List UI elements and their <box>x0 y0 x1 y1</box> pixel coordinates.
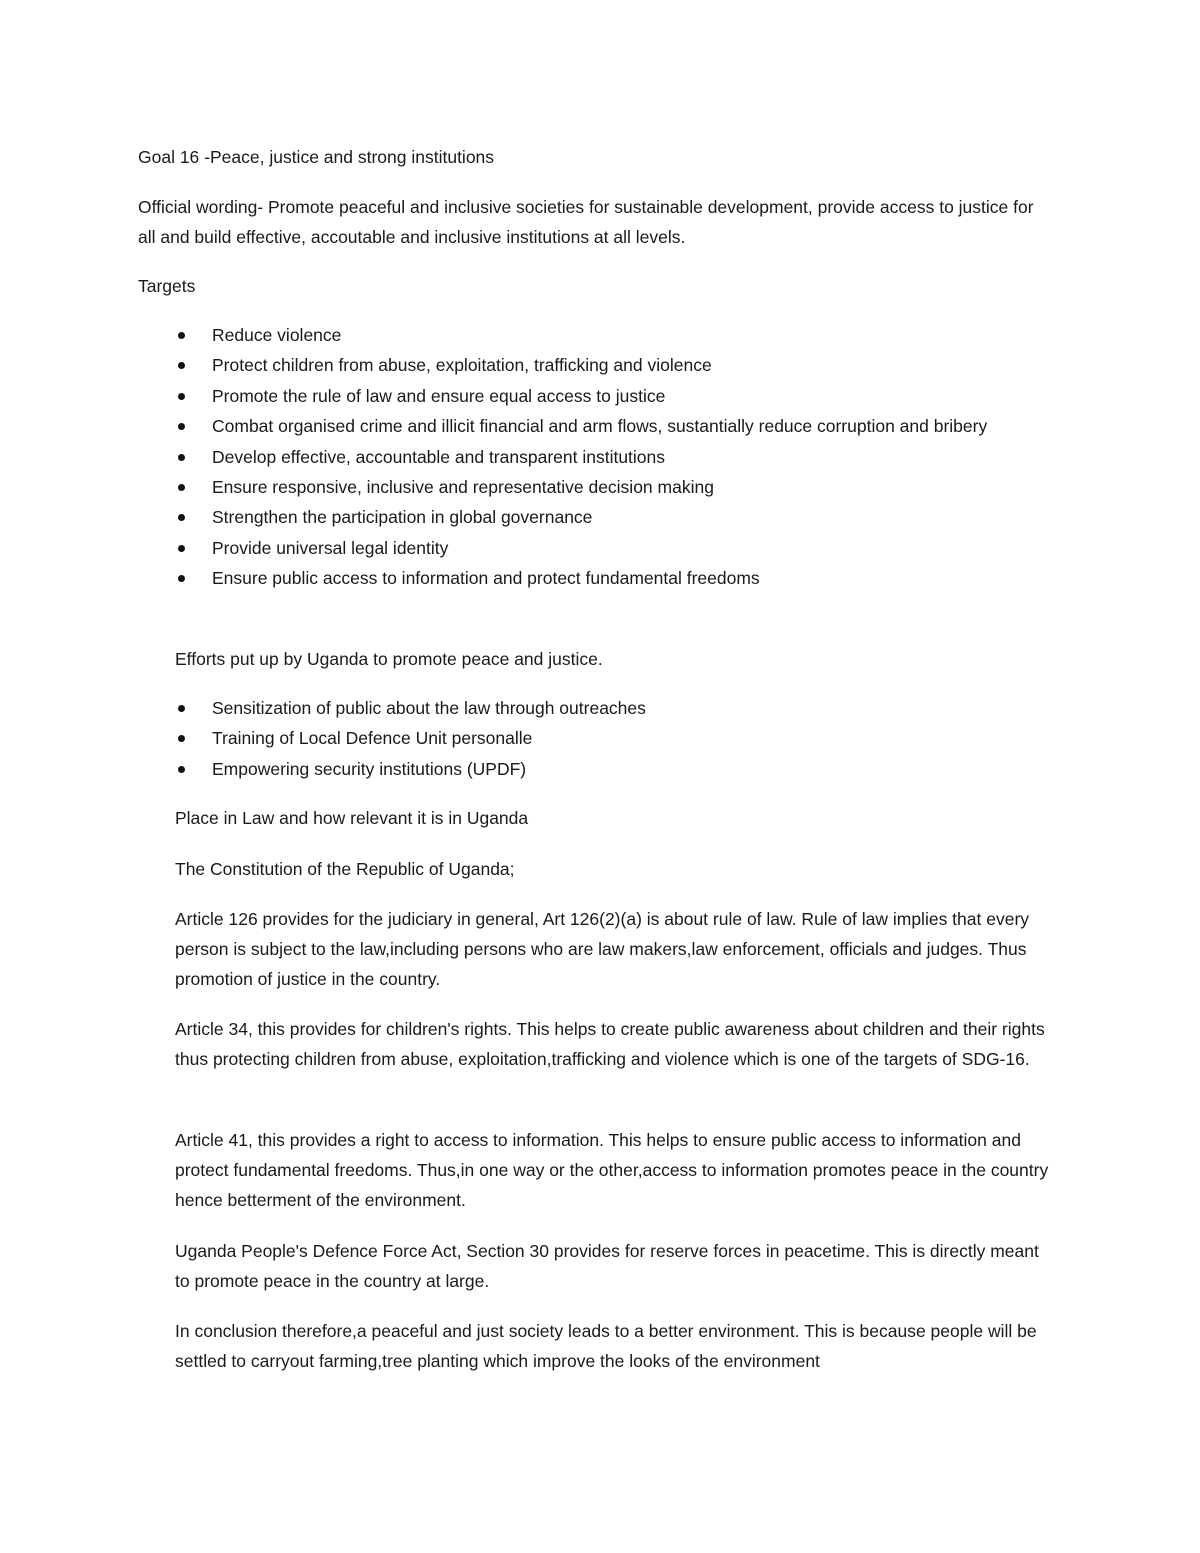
law-heading: Place in Law and how relevant it is in Uganda <box>175 808 529 828</box>
list-item-text: Ensure responsive, inclusive and representative decision making <box>212 477 714 498</box>
list-item-text: Develop effective, accountable and transparent institutions <box>212 446 666 467</box>
list-item-text: Protect children from abuse, exploitation, trafficking and violence <box>212 355 712 376</box>
list-item-text: Strengthen the participation in global governance <box>212 507 593 528</box>
bullet-icon <box>178 735 185 742</box>
paragraph-article-41: Article 41, this provides a right to access to information. This helps to ensure public access to information and protect fundamental freedoms. Thus,in one way or the other,access to information promotes peace in the country hence betterment of the environment. <box>175 1130 1049 1210</box>
list-item-text: Ensure public access to information and protect fundamental freedoms <box>212 568 760 589</box>
list-item-text: Combat organised crime and illicit financial and arm flows, sustantially reduce corruption and bribery <box>212 416 988 437</box>
bullet-icon <box>178 766 185 773</box>
list-item <box>175 442 1055 472</box>
document-title: Goal 16 -Peace, justice and strong institutions <box>138 147 495 167</box>
bullet-icon <box>178 362 185 369</box>
bullet-icon <box>178 393 185 400</box>
list-item <box>175 320 1055 350</box>
bullet-icon <box>178 454 185 461</box>
list-item <box>175 533 1055 563</box>
targets-list <box>175 320 1055 594</box>
list-item <box>175 381 1055 411</box>
paragraph-article-34: Article 34, this provides for children's rights. This helps to create public awareness about children and their rights thus protecting children from abuse, exploitation,trafficking and violence which is one of the targets of SDG-16. <box>175 1019 1045 1069</box>
list-item <box>175 411 1055 441</box>
official-wording: Official wording- Promote peaceful and inclusive societies for sustainable development, provide access to justice for all and build effective, accoutable and inclusive institutions at all levels. <box>138 197 1034 247</box>
list-item <box>175 723 1055 753</box>
efforts-heading: Efforts put up by Uganda to promote peace and justice. <box>175 649 603 669</box>
efforts-list <box>175 693 1055 784</box>
bullet-icon <box>178 514 185 521</box>
bullet-icon <box>178 575 185 582</box>
list-item <box>175 563 1055 593</box>
list-item <box>175 472 1055 502</box>
list-item-text: Sensitization of public about the law through outreaches <box>212 698 646 718</box>
list-item-text: Training of Local Defence Unit personalle <box>212 728 533 749</box>
list-item-text: Empowering security institutions (UPDF) <box>212 758 527 779</box>
targets-heading: Targets <box>138 276 196 296</box>
list-item <box>175 693 1055 723</box>
paragraph-conclusion: In conclusion therefore,a peaceful and just society leads to a better environment. This is because people will be settled to carryout farming,tree planting which improve the looks of the environment <box>175 1321 1037 1371</box>
constitution-heading: The Constitution of the Republic of Uganda; <box>175 859 515 879</box>
bullet-icon <box>178 705 185 712</box>
list-item-text: Promote the rule of law and ensure equal access to justice <box>212 385 666 406</box>
list-item <box>175 754 1055 784</box>
paragraph-updf-act: Uganda People's Defence Force Act, Section 30 provides for reserve forces in peacetime. This is directly meant to promote peace in the country at large. <box>175 1241 1039 1291</box>
bullet-icon <box>178 332 185 339</box>
bullet-icon <box>178 545 185 552</box>
bullet-icon <box>178 423 185 430</box>
bullet-icon <box>178 484 185 491</box>
list-item <box>175 502 1055 532</box>
list-item-text: Provide universal legal identity <box>212 537 449 558</box>
paragraph-article-126: Article 126 provides for the judiciary in general, Art 126(2)(a) is about rule of law. Rule of law implies that every person is subject to the law,including persons who are law makers,law enforcement, officials and judges. Thus promotion of justice in the country. <box>175 909 1030 989</box>
list-item-text: Reduce violence <box>212 325 342 345</box>
list-item <box>175 350 1055 380</box>
